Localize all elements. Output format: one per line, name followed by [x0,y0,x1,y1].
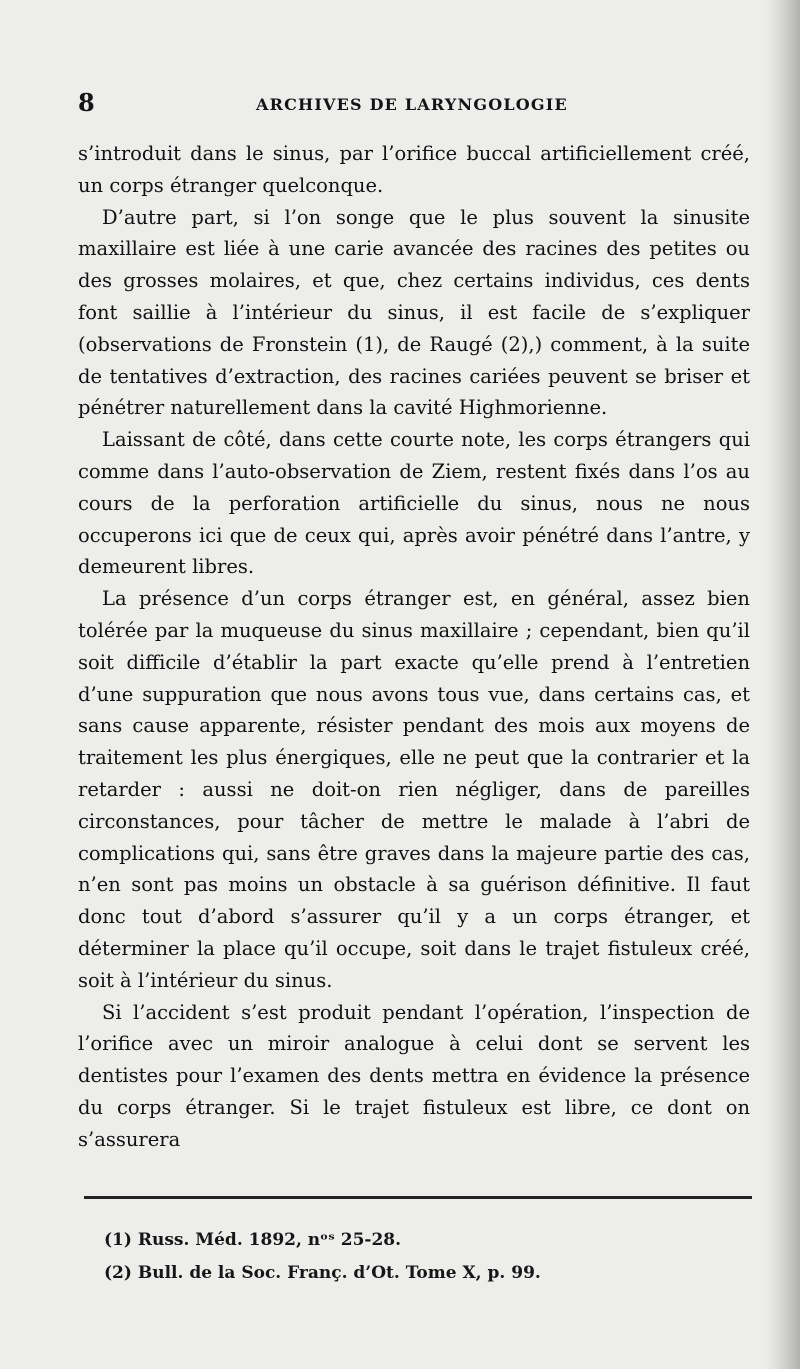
paragraph-5: Si l’accident s’est produit pendant l’opération, l’inspection de l’orifice avec un miroir analogue à celui dont se servent les dentistes pour l’examen des dents mettra en évidence la présence du corps étranger. Si le trajet fistuleux est libre, ce dont on s’assurera [78,1000,750,1151]
footnote-1: (1) Russ. Méd. 1892, nᵒˢ 25-28. [104,1230,402,1250]
footnote-2: (2) Bull. de la Soc. Franç. d’Ot. Tome X, p. 99. [104,1263,541,1283]
footnotes [104,1224,541,1290]
running-title: ARCHIVES DE LARYNGOLOGIE [256,95,568,114]
page-header [78,88,758,118]
footnote-separator-rule [84,1196,752,1199]
body-text [78,138,750,1156]
paragraph-1: s’introduit dans le sinus, par l’orifice buccal artificiellement créé, un corps étranger quelconque. [78,142,750,197]
paragraph-2: D’autre part, si l’on songe que le plus souvent la sinusite maxillaire est liée à une carie avancée des racines des petites ou des grosses molaires, et que, chez certains individus, ces dents font saillie à l’intérieur du sinus, il est facile de s’expliquer (observations de Fronstein (1), de Raugé (2),) comment, à la suite de tentatives d’extraction, des racines cariées peuvent se briser et pénétrer naturellement dans la cavité Highmorienne. [78,205,750,420]
paragraph-4: La présence d’un corps étranger est, en général, assez bien tolérée par la muqueuse du sinus maxillaire ; cependant, bien qu’il soit difficile d’établir la part exacte qu’elle prend à l’entretien d’une suppuration que nous avons tous vue, dans certains cas, et sans cause apparente, résister pendant des mois aux moyens de traitement les plus énergiques, elle ne peut que la contrarier et la retarder : aussi ne doit-on rien négliger, dans de pareilles circonstances, pour tâcher de mettre le malade à l’abri de complications qui, sans être graves dans la majeure partie des cas, n’en sont pas moins un obstacle à sa guérison définitive. Il faut donc tout d’abord s’assurer qu’il y a un corps étranger, et déterminer la place qu’il occupe, soit dans le trajet fistuleux créé, soit à l’intérieur du sinus. [78,587,750,992]
page-edge-shadow [766,0,800,1369]
paragraph-3: Laissant de côté, dans cette courte note, les corps étrangers qui comme dans l’auto-observation de Ziem, restent fixés dans l’os au cours de la perforation artificielle du sinus, nous ne nous occuperons ici que de ceux qui, après avoir pénétré dans l’antre, y demeurent libres. [78,428,750,579]
page-number: 8 [78,88,95,117]
